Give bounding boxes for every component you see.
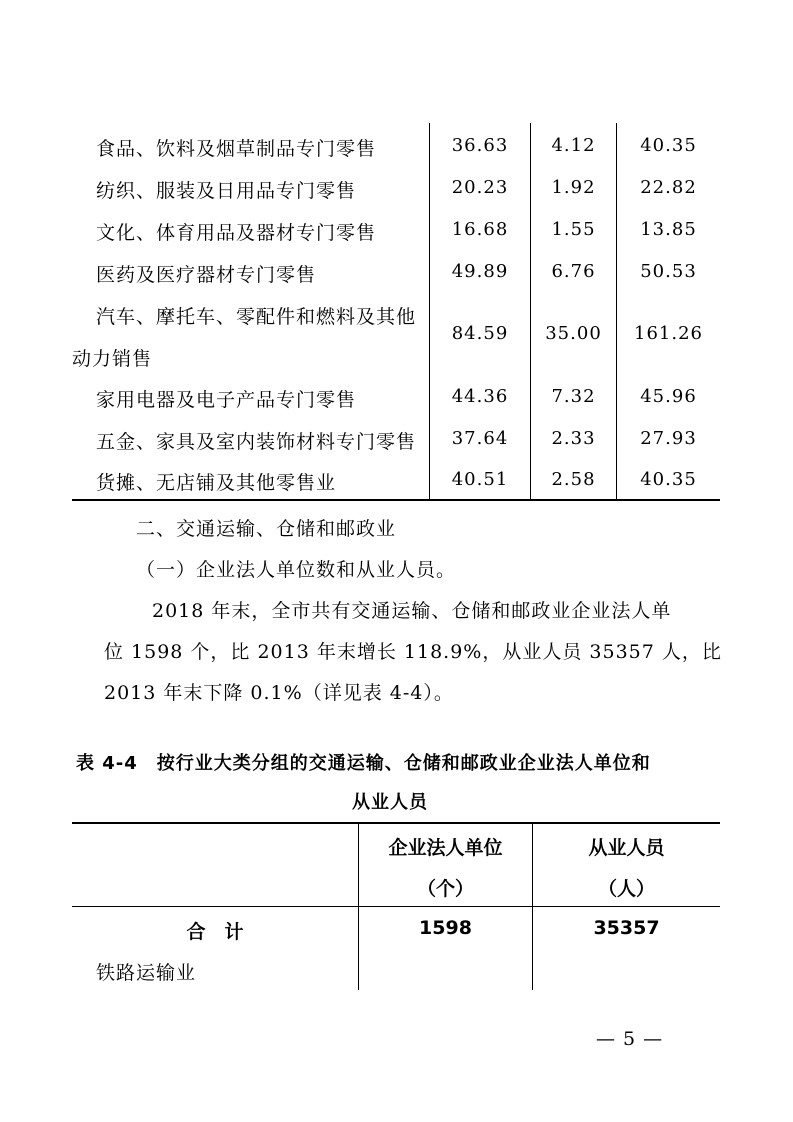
row-value: 2.33: [551, 428, 596, 449]
row-value: 13.85: [640, 219, 697, 240]
row-label: 货摊、无店铺及其他零售业: [96, 472, 337, 494]
row-value: 44.36: [451, 386, 509, 407]
row-label: 食品、饮料及烟草制品专门零售: [96, 138, 377, 160]
row-value: 1.92: [551, 177, 596, 198]
row-label: 医药及医疗器材专门零售: [96, 264, 317, 286]
total-value: 35357: [593, 917, 660, 939]
row-value: 20.23: [451, 177, 509, 198]
table-bottom-rule: [72, 499, 720, 501]
row-value: 7.32: [551, 386, 596, 407]
total-label: 合 计: [186, 921, 244, 943]
row-label: 纺织、服装及日用品专门零售: [96, 180, 357, 202]
column-header-unit: （人）: [597, 878, 655, 900]
row-value: 27.93: [640, 428, 697, 449]
body-paragraph-line: 位 1598 个，比 2013 年末增长 118.9%，从业人员 35357 人，比: [104, 641, 722, 663]
row-value: 50.53: [640, 261, 697, 282]
row-label: 文化、体育用品及器材专门零售: [96, 222, 377, 244]
row-value: 2.58: [551, 469, 596, 490]
body-paragraph-line: 2018 年末，全市共有交通运输、仓储和邮政业企业法人单: [152, 600, 672, 622]
row-label: 汽车、摩托车、零配件和燃料及其他: [96, 306, 417, 328]
table-top-rule: [72, 822, 720, 824]
row-value: 16.68: [451, 219, 509, 240]
row-value: 36.63: [451, 135, 509, 156]
body-paragraph-line: 2013 年末下降 0.1%（详见表 4-4）。: [104, 682, 454, 704]
row-value: 1.55: [551, 219, 596, 240]
row-value: 84.59: [451, 323, 509, 344]
row-value: 40.51: [451, 469, 509, 490]
row-label: 铁路运输业: [96, 962, 197, 984]
row-value: 6.76: [551, 261, 596, 282]
column-header: 从业人员: [588, 837, 665, 859]
row-label: 家用电器及电子产品专门零售: [96, 389, 357, 411]
column-header: 企业法人单位: [388, 837, 503, 859]
row-value: 45.96: [640, 386, 697, 407]
row-value: 40.35: [640, 469, 697, 490]
row-label: 动力销售: [72, 348, 153, 370]
row-value: 40.35: [640, 135, 697, 156]
table-header-rule: [72, 906, 720, 907]
section-subheading: （一）企业法人单位数和从业人员。: [136, 559, 457, 581]
row-value: 35.00: [545, 323, 602, 344]
row-value: 37.64: [451, 428, 509, 449]
row-value: 49.89: [451, 261, 509, 282]
table-title-continuation: 从业人员: [352, 792, 428, 813]
page-number: — 5 —: [596, 1028, 664, 1050]
row-value: 161.26: [634, 323, 703, 344]
row-value: 22.82: [640, 177, 697, 198]
table-title: 表 4-4 按行业大类分组的交通运输、仓储和邮政业企业法人单位和: [76, 753, 651, 774]
section-heading: 二、交通运输、仓储和邮政业: [136, 518, 397, 540]
row-label: 五金、家具及室内装饰材料专门零售: [96, 431, 417, 453]
total-value: 1598: [419, 917, 472, 939]
row-value: 4.12: [551, 135, 596, 156]
column-header-unit: （个）: [416, 878, 474, 900]
